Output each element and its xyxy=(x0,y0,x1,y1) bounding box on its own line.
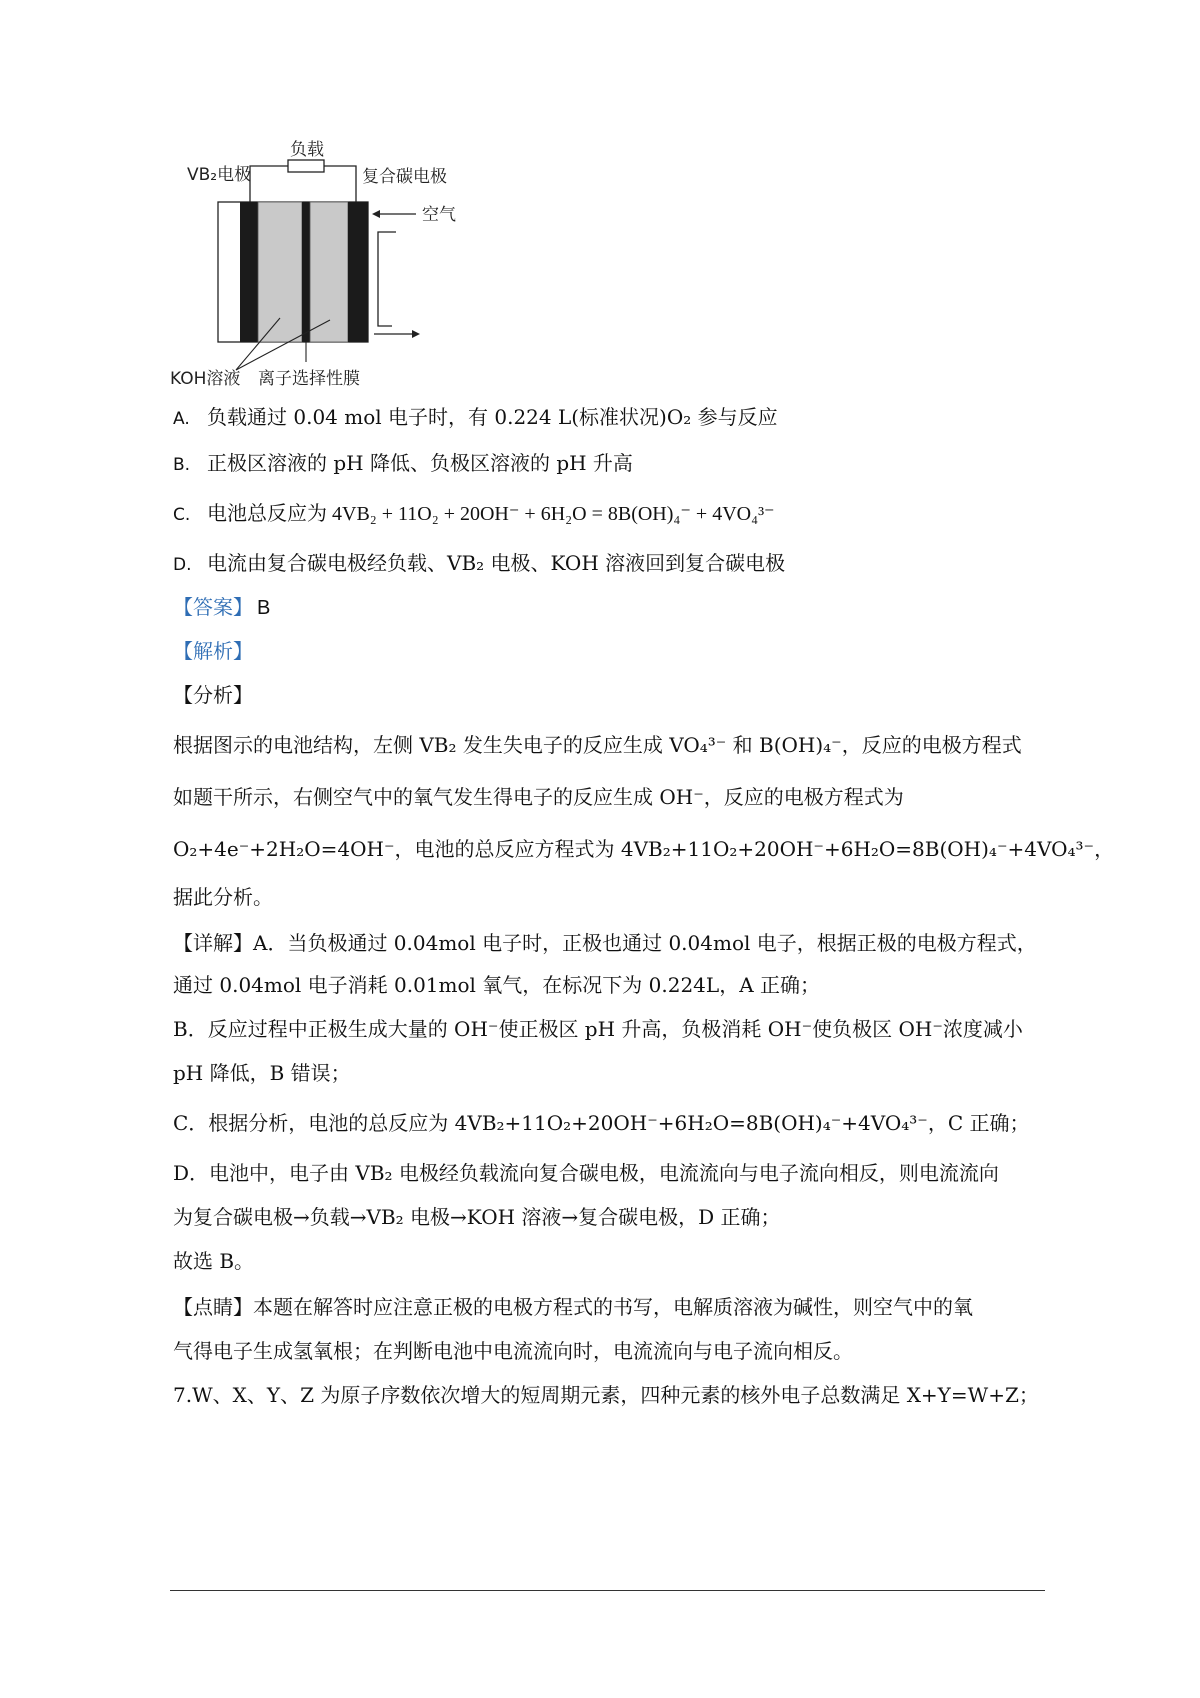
answer-tag: 【答案】 xyxy=(173,595,253,619)
detail-line-8: 故选 B。 xyxy=(173,1249,255,1273)
analysis-line-4: 据此分析。 xyxy=(173,885,273,909)
detail-line-5: C．根据分析，电池的总反应为 4VB₂+11O₂+20OH⁻+6H₂O=8B(OH)₄⁻+4VO₄³⁻，C 正确； xyxy=(173,1111,1030,1135)
battery-diagram xyxy=(170,140,530,430)
detail-line-6: D．电池中，电子由 VB₂ 电极经负载流向复合碳电极，电流流向与电子流向相反，则电流流向 xyxy=(173,1161,999,1185)
option-c xyxy=(173,500,775,528)
option-text: 负载通过 0.04 mol 电子时，有 0.224 L(标准状况)O₂ 参与反应 xyxy=(207,405,778,429)
option-b xyxy=(173,450,633,478)
dianjing-line-2: 气得电子生成氢氧根；在判断电池中电流流向时，电流流向与电子流向相反。 xyxy=(173,1339,853,1363)
option-letter: B. xyxy=(173,455,191,475)
option-letter: A. xyxy=(173,409,190,429)
option-letter: D. xyxy=(173,555,192,575)
option-text: 电流由复合碳电极经负载、VB₂ 电极、KOH 溶液回到复合碳电极 xyxy=(207,551,786,575)
detail-line-2: 通过 0.04mol 电子消耗 0.01mol 氧气，在标况下为 0.224L，A 正确； xyxy=(173,973,820,997)
fenxi-tag: 【分析】 xyxy=(173,683,253,707)
air-in-arrowhead xyxy=(372,210,380,218)
option-a xyxy=(173,404,778,432)
detail-line-4: pH 降低，B 错误； xyxy=(173,1061,351,1085)
carbon-electrode-label: 复合碳电极 xyxy=(362,167,447,187)
membrane-label: 离子选择性膜 xyxy=(258,369,360,389)
analysis-line-3: O₂+4e⁻+2H₂O=4OH⁻，电池的总反应方程式为 4VB₂+11O₂+20OH⁻+6H₂O=8B(OH)₄⁻+4VO₄³⁻， xyxy=(173,837,1115,861)
next-question: 7.W、X、Y、Z 为原子序数依次增大的短周期元素，四种元素的核外电子总数满足 X+Y=W+Z； xyxy=(173,1383,1039,1407)
detail-text: A．当负极通过 0.04mol 电子时，正极也通过 0.04mol 电子，根据正极的电极方程式， xyxy=(253,931,1037,955)
jiexi-tag: 【解析】 xyxy=(173,639,253,663)
jiexi-line xyxy=(173,638,253,664)
air-label: 空气 xyxy=(422,205,456,225)
vb2-electrode-label: VB₂电极 xyxy=(187,165,252,185)
load-resistor xyxy=(288,160,324,172)
dianjing-text: 本题在解答时应注意正极的电极方程式的书写，电解质溶液为碱性，则空气中的氧 xyxy=(253,1295,973,1319)
detail-line-7: 为复合碳电极→负载→VB₂ 电极→KOH 溶液→复合碳电极，D 正确； xyxy=(173,1205,781,1229)
dianjing-line-1 xyxy=(173,1294,973,1320)
koh-label: KOH溶液 xyxy=(170,369,241,389)
battery-diagram-svg xyxy=(170,140,530,430)
detail-tag: 【详解】 xyxy=(173,931,253,955)
air-path-bracket xyxy=(378,232,396,326)
option-text: 正极区溶液的 pH 降低、负极区溶液的 pH 升高 xyxy=(207,451,633,475)
right-wire xyxy=(324,166,356,202)
footer-rule xyxy=(170,1590,1045,1591)
option-d xyxy=(173,550,785,578)
detail-line-3: B．反应过程中正极生成大量的 OH⁻使正极区 pH 升高，负极消耗 OH⁻使负极区 OH⁻浓度减小 xyxy=(173,1017,1023,1041)
load-label: 负载 xyxy=(290,140,324,160)
carbon-electrode xyxy=(348,202,368,342)
analysis-line-1: 根据图示的电池结构，左侧 VB₂ 发生失电子的反应生成 VO₄³⁻ 和 B(OH)₄⁻，反应的电极方程式 xyxy=(173,733,1022,757)
option-text: 电池总反应为 4VB₂ + 11O₂ + 20OH⁻ + 6H₂O = 8B(OH)₄⁻ + 4VO₄³⁻ xyxy=(207,503,775,525)
option-letter: C. xyxy=(173,505,191,525)
vb2-electrode xyxy=(240,202,258,342)
koh-solution-left xyxy=(258,202,302,342)
answer-line xyxy=(173,594,270,621)
fenxi-line xyxy=(173,682,253,708)
ion-selective-membrane xyxy=(302,202,310,342)
analysis-line-2: 如题干所示，右侧空气中的氧气发生得电子的反应生成 OH⁻，反应的电极方程式为 xyxy=(173,785,904,809)
answer-value: B xyxy=(257,597,271,619)
air-out-arrowhead xyxy=(412,330,420,338)
dianjing-tag: 【点睛】 xyxy=(173,1295,253,1319)
left-wire xyxy=(250,166,288,202)
detail-line-1 xyxy=(173,930,1037,956)
